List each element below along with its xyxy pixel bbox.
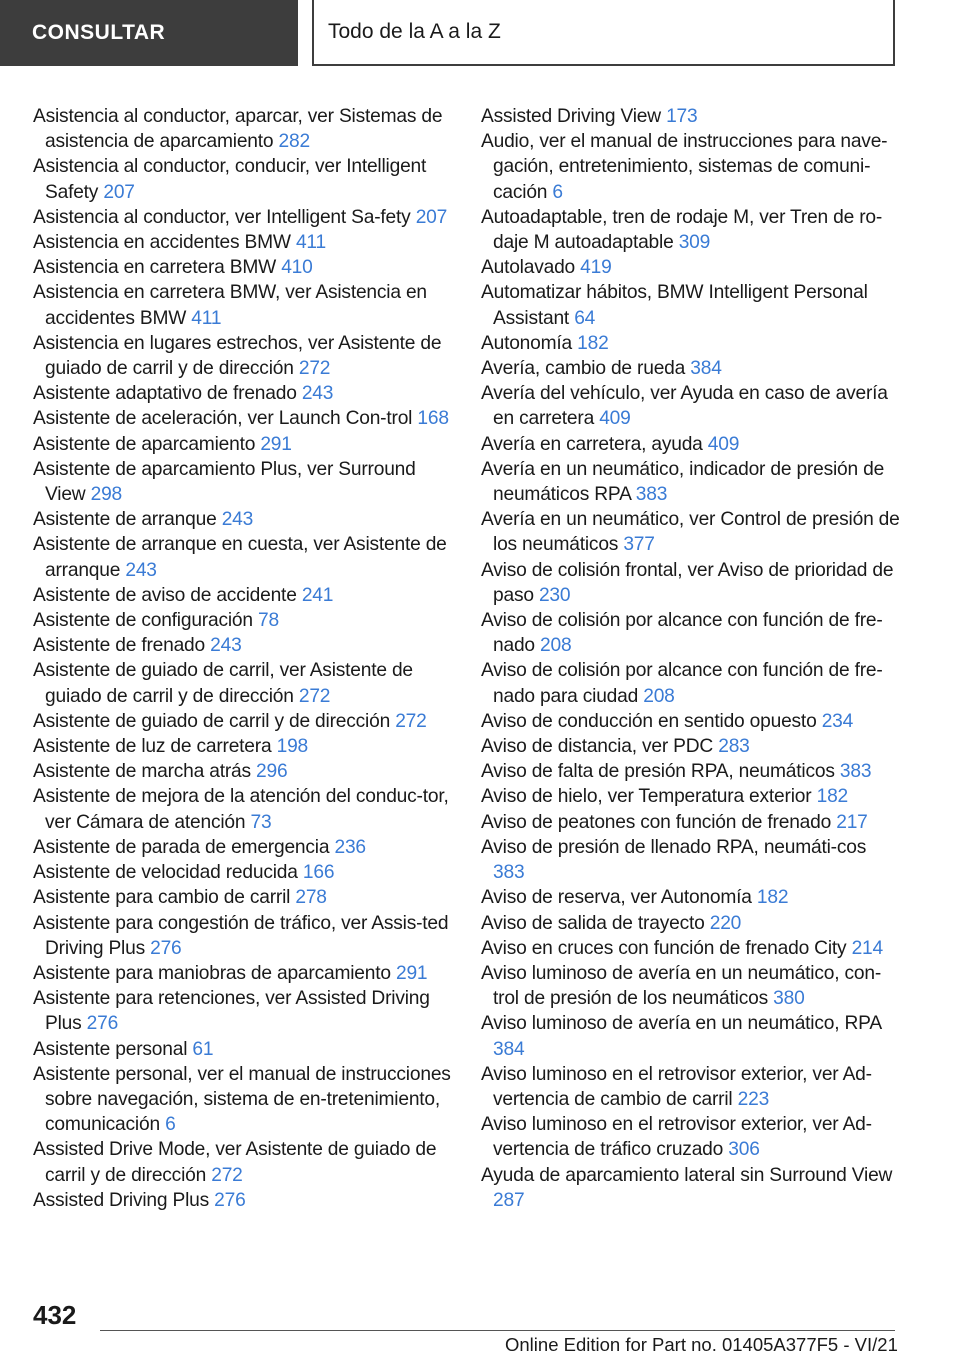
index-entry-text: Asistente de guiado de carril, ver Asistente de guiado de carril y de dirección <box>33 660 413 707</box>
index-entry-text: Asistente de arranque <box>33 509 217 531</box>
index-entry <box>481 331 901 356</box>
index-entry <box>33 205 453 230</box>
page-reference-link[interactable]: 278 <box>295 887 327 909</box>
index-entry-text: Asistente de luz de carretera <box>33 736 272 758</box>
page-reference-link[interactable]: 207 <box>415 206 448 228</box>
page-reference-link[interactable]: 411 <box>295 232 326 254</box>
index-entry-text: Avería del vehículo, ver Ayuda en caso de avería en carretera <box>481 383 888 430</box>
page-reference-link[interactable]: 243 <box>125 559 157 581</box>
page-reference-link[interactable]: 383 <box>635 484 668 506</box>
index-entry-text: Asistente personal, ver el manual de instrucciones sobre navegación, sistema de en-tretenimiento, comunicación <box>33 1063 451 1136</box>
index-entry-text: Assisted Driving Plus <box>33 1189 210 1211</box>
page-number: 432 <box>33 1300 77 1330</box>
index-entry <box>481 961 901 1011</box>
index-entry <box>481 709 901 734</box>
index-entry <box>33 885 453 910</box>
index-entry <box>481 885 901 910</box>
index-entry-text: Aviso de hielo, ver Temperatura exterior <box>481 786 812 808</box>
index-entry-text: Aviso de colisión por alcance con función de fre-nado <box>481 610 883 657</box>
index-entry-text: Asistencia en accidentes BMW <box>33 232 291 254</box>
index-entry <box>33 734 453 759</box>
page-reference-link[interactable]: 410 <box>281 257 313 279</box>
index-entry-text: Aviso luminoso en el retrovisor exterior, ver Ad-vertencia de cambio de carril <box>481 1063 872 1110</box>
chapter-title <box>312 0 895 66</box>
index-entry <box>481 1011 901 1061</box>
index-entry <box>33 507 453 532</box>
page-reference-link[interactable]: 207 <box>103 181 135 203</box>
index-entry <box>33 1062 453 1138</box>
index-entry <box>481 608 901 658</box>
page-reference-link[interactable]: 243 <box>210 635 242 657</box>
page-reference-link[interactable]: 377 <box>623 534 655 556</box>
index-entry-text: Ayuda de aparcamiento lateral sin Surround View <box>481 1164 893 1186</box>
page-reference-link[interactable]: 383 <box>493 862 525 884</box>
index-entry <box>481 356 901 381</box>
index-entry-text: Asistencia al conductor, ver Intelligent Sa-fety <box>33 206 411 228</box>
index-entry <box>33 835 453 860</box>
index-entry <box>33 633 453 658</box>
page-reference-link[interactable]: 241 <box>301 584 334 606</box>
index-entry <box>33 104 453 154</box>
page-reference-link[interactable]: 173 <box>666 106 698 127</box>
index-entry-text: Asistente de arranque en cuesta, ver Asistente de arranque <box>33 534 447 581</box>
index-entry <box>481 558 901 608</box>
index-entry <box>481 810 901 835</box>
page-reference-link[interactable]: 230 <box>538 584 571 606</box>
index-entry-text: Aviso luminoso en el retrovisor exterior, ver Ad-vertencia de tráfico cruzado <box>481 1114 872 1161</box>
page-reference-link[interactable]: 276 <box>214 1189 246 1211</box>
page-reference-link[interactable]: 283 <box>718 736 750 758</box>
index-entry-text: Asistente de frenado <box>33 635 206 657</box>
footer-divider <box>100 1330 895 1331</box>
index-entry-text: Asistencia al conductor, aparcar, ver Sistemas de asistencia de aparcamiento <box>33 106 443 153</box>
index-entry-text: Aviso de conducción en sentido opuesto <box>481 710 817 732</box>
index-entry <box>481 104 901 129</box>
page-reference-link[interactable]: 384 <box>493 1038 525 1060</box>
index-entry <box>481 280 901 330</box>
page-reference-link[interactable]: 276 <box>150 937 182 959</box>
index-entry <box>33 280 453 330</box>
page-reference-link[interactable]: 220 <box>709 912 742 934</box>
index-entry-text: Asistente de marcha atrás <box>33 761 251 783</box>
index-entry <box>33 986 453 1036</box>
page-reference-link[interactable]: 306 <box>728 1139 760 1161</box>
page-reference-link[interactable]: 309 <box>678 232 711 254</box>
index-entry <box>33 759 453 784</box>
index-entry-text: Asistente personal <box>33 1038 188 1060</box>
index-entry <box>33 608 453 633</box>
index-entry-text: Aviso de distancia, ver PDC <box>481 736 714 758</box>
page-reference-link[interactable]: 411 <box>191 307 222 329</box>
index-entry-text: Aviso luminoso de avería en un neumático, con-trol de presión de los neumáticos <box>481 962 882 1010</box>
page-reference-link[interactable]: 243 <box>301 383 334 405</box>
index-entry-text: Asistente de guiado de carril y de dirección <box>33 710 391 732</box>
page-reference-link[interactable]: 380 <box>773 988 805 1010</box>
index-column-left <box>33 104 453 1213</box>
section-tab <box>0 0 298 66</box>
index-entry-text: Asistente para congestión de tráfico, ver Assis-ted Driving Plus <box>33 912 449 959</box>
index-entry-text: Asistente de parada de emergencia <box>33 836 330 858</box>
page-reference-link[interactable]: 272 <box>298 358 331 380</box>
index-entry-text: Asistente para retenciones, ver Assisted Driving Plus <box>33 988 430 1035</box>
page-reference-link[interactable]: 223 <box>737 1088 770 1110</box>
index-entry <box>481 381 901 431</box>
index-entry <box>481 205 901 255</box>
index-entry <box>33 406 453 431</box>
index-entry-text: Autolavado <box>481 257 576 279</box>
page-reference-link[interactable]: 287 <box>493 1189 525 1211</box>
index-entry <box>481 457 901 507</box>
index-entry <box>33 154 453 204</box>
index-entry <box>33 1137 453 1187</box>
index-entry-text: Aviso de reserva, ver Autonomía <box>481 887 752 909</box>
page-reference-link[interactable]: 296 <box>256 761 288 783</box>
index-entry <box>481 911 901 936</box>
index-entry <box>481 658 901 708</box>
index-entry <box>481 255 901 280</box>
page-reference-link[interactable]: 61 <box>192 1038 214 1060</box>
index-entry-text: Asistente para maniobras de aparcamiento <box>33 962 391 984</box>
index-entry-text: Asistente de aparcamiento Plus, ver Surround View <box>33 458 416 506</box>
index-entry-text: Assisted Drive Mode, ver Asistente de guiado de carril y de dirección <box>33 1139 437 1186</box>
index-entry-text: Automatizar hábitos, BMW Intelligent Personal Assistant <box>481 282 868 329</box>
index-entry-text: Aviso luminoso de avería en un neumático, RPA <box>481 1013 881 1035</box>
section-label: CONSULTAR <box>32 21 166 44</box>
index-entry <box>33 230 453 255</box>
index-column-right <box>481 104 901 1213</box>
index-entry-text: Asistencia al conductor, conducir, ver Intelligent Safety <box>33 156 427 203</box>
index-entry <box>33 911 453 961</box>
page-reference-link[interactable]: 64 <box>574 307 596 329</box>
index-entry <box>481 1112 901 1162</box>
page-reference-link[interactable]: 234 <box>821 710 854 732</box>
chapter-title-text: Todo de la A a la Z <box>328 20 501 43</box>
page-reference-link[interactable]: 291 <box>260 433 292 455</box>
page-reference-link[interactable]: 236 <box>334 836 366 858</box>
index-entry-text: Avería en un neumático, indicador de presión de neumáticos RPA <box>481 458 885 506</box>
index-entry <box>33 961 453 986</box>
index-entry-text: Asistente de mejora de la atención del conduc-tor, ver Cámara de atención <box>33 786 449 833</box>
page-reference-link[interactable]: 217 <box>836 811 868 833</box>
page-reference-link[interactable]: 78 <box>258 610 279 632</box>
index-entry-text: Asistente de velocidad reducida <box>33 862 298 884</box>
page-reference-link[interactable]: 182 <box>577 332 609 354</box>
index-entry-text: Asistente de aviso de accidente <box>33 584 297 606</box>
index-entry <box>33 1037 453 1062</box>
index-entry <box>33 658 453 708</box>
index-entry <box>481 936 901 961</box>
page-reference-link[interactable]: 291 <box>395 962 428 984</box>
index-entry-text: Aviso de presión de llenado RPA, neumáti-cos <box>481 836 867 858</box>
page-reference-link[interactable]: 208 <box>643 685 675 707</box>
index-entry-text: Asistente adaptativo de frenado <box>33 383 297 405</box>
page-reference-link[interactable]: 383 <box>839 761 872 783</box>
index-entry <box>33 255 453 280</box>
index-entry-text: Aviso de salida de trayecto <box>481 912 705 934</box>
page-reference-link[interactable]: 182 <box>816 786 849 808</box>
index-entry <box>33 432 453 457</box>
index-entry-text: Avería, cambio de rueda <box>481 358 686 380</box>
index-entry-text: Asistencia en lugares estrechos, ver Asistente de guiado de carril y de dirección <box>33 332 442 380</box>
index-entry-text: Avería en un neumático, ver Control de presión de los neumáticos <box>481 509 900 556</box>
index-entry <box>481 432 901 457</box>
page-reference-link[interactable]: 419 <box>580 257 612 279</box>
index-entry-text: Audio, ver el manual de instrucciones para nave-gación, entretenimiento, sistemas de comuni-cación <box>481 131 888 203</box>
index-entry <box>481 1062 901 1112</box>
index-entry <box>481 784 901 809</box>
index-entry <box>481 129 901 205</box>
index-entry-text: Autoadaptable, tren de rodaje M, ver Tren de ro-daje M autoadaptable <box>481 206 883 254</box>
index-entry-text: Asistente de aceleración, ver Launch Con-trol <box>33 408 413 430</box>
page-reference-link[interactable]: 243 <box>221 509 254 531</box>
page-reference-link[interactable]: 282 <box>278 131 310 153</box>
page-reference-link[interactable]: 168 <box>417 408 449 430</box>
page-reference-link[interactable]: 182 <box>756 887 789 909</box>
index-entry-text: Autonomía <box>481 332 572 354</box>
page-reference-link[interactable]: 298 <box>90 484 123 506</box>
index-entry-text: Asistente para cambio de carril <box>33 887 291 909</box>
index-entry-text: Avería en carretera, ayuda <box>481 433 703 455</box>
page-reference-link[interactable]: 73 <box>250 811 272 833</box>
page-reference-link[interactable]: 272 <box>395 710 427 732</box>
page-reference-link[interactable]: 198 <box>276 736 309 758</box>
index-entry-text: Assisted Driving View <box>481 106 661 127</box>
index-entry-text: Aviso de colisión frontal, ver Aviso de prioridad de paso <box>481 559 894 606</box>
page-reference-link[interactable]: 276 <box>86 1013 119 1035</box>
page-reference-link[interactable]: 208 <box>540 635 572 657</box>
page-reference-link[interactable]: 384 <box>690 358 722 380</box>
index-entry <box>33 381 453 406</box>
page-reference-link[interactable]: 272 <box>211 1164 243 1186</box>
index-entry <box>481 1163 901 1213</box>
index-entry <box>481 734 901 759</box>
index-entry-text: Asistencia en carretera BMW <box>33 257 277 279</box>
index-entry-text: Asistente de aparcamiento <box>33 433 256 455</box>
index-entry <box>33 331 453 381</box>
page-reference-link[interactable]: 214 <box>851 937 883 959</box>
page-reference-link[interactable]: 409 <box>707 433 740 455</box>
index-entry <box>481 759 901 784</box>
page-reference-link[interactable]: 166 <box>302 862 335 884</box>
index-entry <box>33 709 453 734</box>
index-entry <box>33 457 453 507</box>
index-entry <box>33 784 453 834</box>
index-entry-text: Asistente de configuración <box>33 610 253 632</box>
edition-note: Online Edition for Part no. 01405A377F5 - VI/21 <box>505 1334 898 1355</box>
index-entry-text: Aviso de falta de presión RPA, neumáticos <box>481 761 835 783</box>
index-entry <box>481 835 901 885</box>
index-entry-text: Aviso de peatones con función de frenado <box>481 811 832 833</box>
index-entry-text: Aviso de colisión por alcance con función de fre-nado para ciudad <box>481 660 883 707</box>
index-entry <box>33 583 453 608</box>
page-reference-link[interactable]: 409 <box>599 408 631 430</box>
index-entry <box>481 507 901 557</box>
index-entry <box>33 1188 453 1213</box>
page-reference-link[interactable]: 6 <box>165 1114 176 1136</box>
page-reference-link[interactable]: 272 <box>298 685 331 707</box>
index-entry-text: Asistencia en carretera BMW, ver Asistencia en accidentes BMW <box>33 282 427 329</box>
index-entry-text: Aviso en cruces con función de frenado City <box>481 937 847 959</box>
page-reference-link[interactable]: 6 <box>552 181 563 203</box>
index-entry <box>33 532 453 582</box>
index-entry <box>33 860 453 885</box>
